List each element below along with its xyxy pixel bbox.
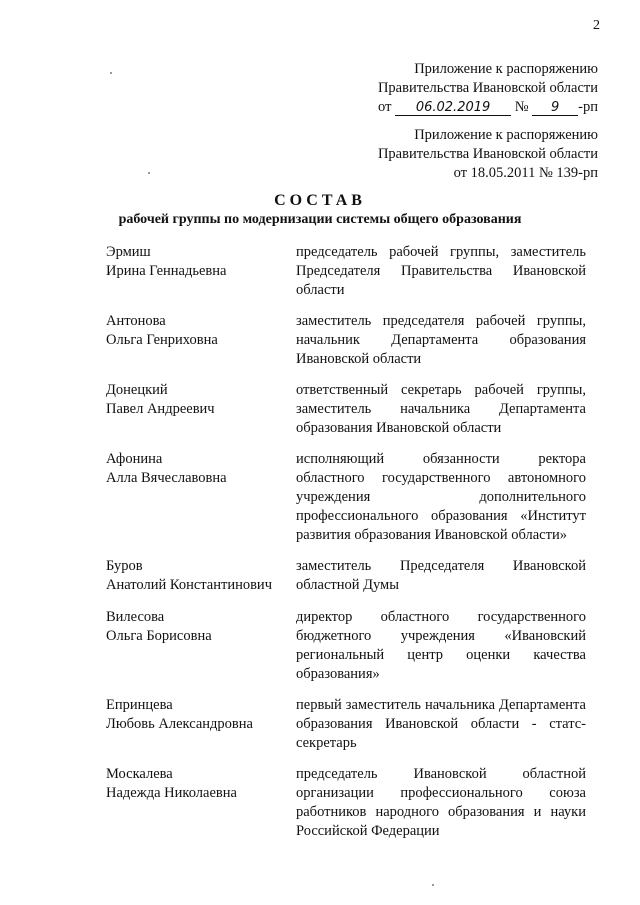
annex-handwritten-number: 9 <box>532 100 578 116</box>
annex-current-line2: Правительства Ивановской области <box>377 80 598 96</box>
annex-number-label: № <box>514 99 529 115</box>
member-entry <box>106 557 586 608</box>
member-surname: Буров <box>106 558 143 574</box>
member-surname: Москалева <box>106 766 173 782</box>
annex-original-line2: Правительства Ивановской области <box>377 146 598 162</box>
member-entry <box>106 312 586 381</box>
member-given-name: Ольга Борисовна <box>106 628 212 644</box>
annex-current <box>378 60 598 117</box>
member-entry <box>106 450 586 557</box>
member-given-name: Любовь Александровна <box>106 716 253 732</box>
member-entry <box>106 243 586 312</box>
member-role: председатель рабочей группы, заместитель Председателя Правительства Ивановской области <box>296 244 586 298</box>
member-surname: Епринцева <box>106 697 173 713</box>
member-entry <box>106 696 586 765</box>
annex-original-line1: Приложение к распоряжению <box>414 127 598 143</box>
member-name <box>106 243 291 281</box>
member-given-name: Ирина Геннадьевна <box>106 263 227 279</box>
document-subtitle: рабочей группы по модернизации системы общего образования <box>118 212 522 227</box>
member-entry <box>106 608 586 696</box>
member-name <box>106 450 291 488</box>
member-role: исполняющий обязанности ректора областного государственного автономного учреждения дополнительного профессионального образования «Институт развития образования Ивановской области» <box>296 451 586 543</box>
member-name <box>106 557 291 595</box>
member-role: заместитель Председателя Ивановской областной Думы <box>296 558 586 593</box>
annex-handwritten-date: 06.02.2019 <box>395 100 511 116</box>
scan-speck <box>148 172 150 174</box>
member-entry <box>106 381 586 450</box>
member-role: первый заместитель начальника Департамента образования Ивановской области - статс-секретарь <box>296 697 586 751</box>
member-name <box>106 312 291 350</box>
member-role: заместитель председателя рабочей группы, начальник Департамента образования Ивановской области <box>296 313 586 367</box>
member-surname: Антонова <box>106 313 166 329</box>
member-role: ответственный секретарь рабочей группы, заместитель начальника Департамента образования Ивановской области <box>296 382 586 436</box>
member-name <box>106 608 291 646</box>
annex-original <box>378 126 598 183</box>
member-surname: Вилесова <box>106 609 165 625</box>
annex-original-line3: от 18.05.2011 № 139-рп <box>453 165 598 181</box>
member-entry <box>106 765 586 845</box>
member-given-name: Ольга Генриховна <box>106 332 218 348</box>
member-given-name: Анатолий Константинович <box>106 577 272 593</box>
annex-current-line1: Приложение к распоряжению <box>414 61 598 77</box>
annex-from-label: от <box>378 99 392 115</box>
member-given-name: Алла Вячеславовна <box>106 470 227 486</box>
annex-current-line3 <box>378 98 598 117</box>
members-list <box>106 243 586 845</box>
member-role: директор областного государственного бюджетного учреждения «Ивановский региональный центр оценки качества образования» <box>296 609 586 682</box>
member-given-name: Павел Андреевич <box>106 401 215 417</box>
page-number: 2 <box>593 18 600 33</box>
member-surname: Афонина <box>106 451 163 467</box>
member-name <box>106 765 291 803</box>
member-given-name: Надежда Николаевна <box>106 785 237 801</box>
member-name <box>106 381 291 419</box>
scan-speck <box>110 72 112 74</box>
member-surname: Эрмиш <box>106 244 151 260</box>
member-name <box>106 696 291 734</box>
scan-speck <box>432 884 434 886</box>
document-title: СОСТАВ <box>274 192 366 209</box>
member-role: председатель Ивановской областной организации профессионального союза работников народного образования и науки Российской Федерации <box>296 766 586 839</box>
annex-number-suffix: -рп <box>578 99 598 115</box>
member-surname: Донецкий <box>106 382 168 398</box>
